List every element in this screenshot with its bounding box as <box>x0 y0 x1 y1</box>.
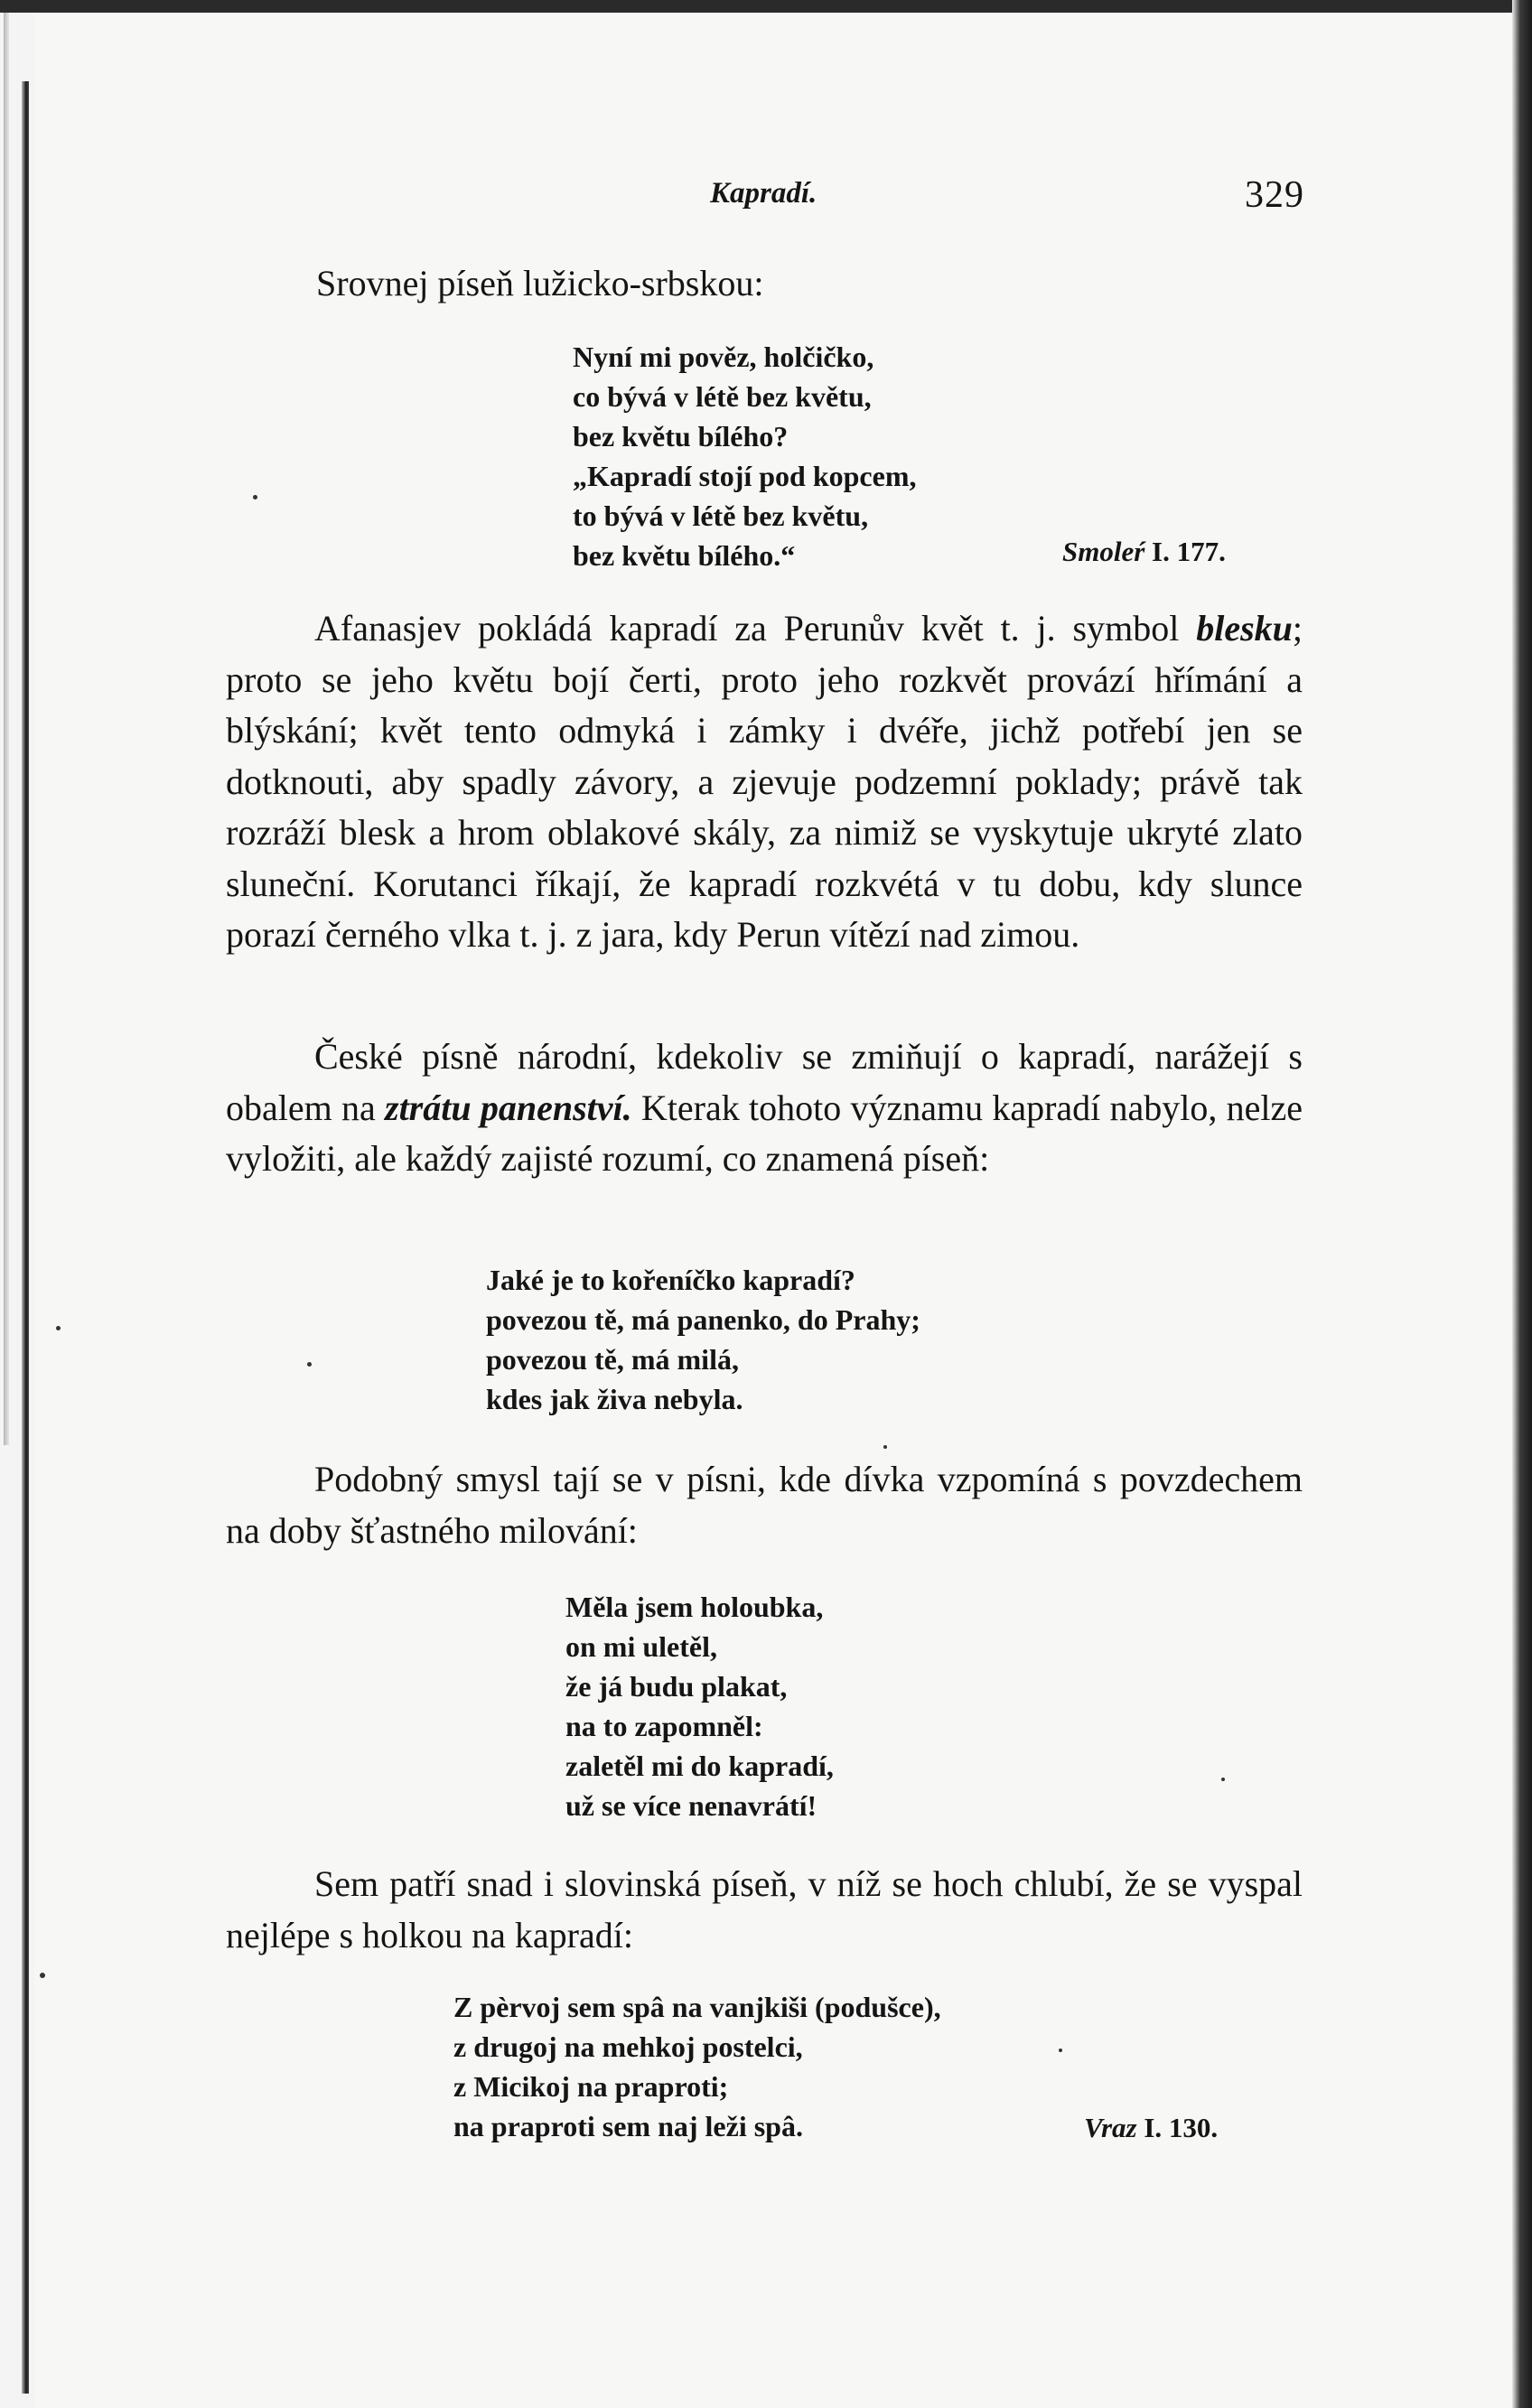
scan-speck <box>883 1445 887 1449</box>
scan-speck <box>56 1326 61 1330</box>
verse-line: on mi uletěl, <box>565 1630 717 1663</box>
citation-ref: I. 177. <box>1152 536 1226 567</box>
verse-line: povezou tě, má panenko, do Prahy; <box>486 1303 920 1336</box>
paragraph-text: Podobný smysl tají se v písni, kde dívka vzpomíná s povzdechem na doby šťastného milování: <box>226 1459 1303 1551</box>
scan-right-border <box>1512 0 1532 2408</box>
book-spine-edge <box>22 81 29 2394</box>
scan-edge-shadow <box>4 0 9 1445</box>
verse-lusatian <box>573 337 916 575</box>
verse-line: z Micikoj na praproti; <box>453 2070 729 2103</box>
verse-line: kdes jak živa nebyla. <box>486 1383 743 1415</box>
citation-source: Vraz <box>1084 2112 1137 2143</box>
verse-line: „Kapradí stojí pod kopcem, <box>573 460 917 492</box>
paragraph-text: České písně národní, kdekoliv se zmiňují o kapradí, narážejí s obalem na <box>226 1036 1303 1128</box>
emphasis-ztratu: ztrátu panenství. <box>385 1087 632 1128</box>
scan-speck <box>253 495 257 499</box>
paragraph-text: Sem patří snad i slovinská píseň, v níž se hoch chlubí, že se vyspal nejlépe s holkou na kapradí: <box>226 1863 1303 1955</box>
running-head: Kapradí. <box>710 177 817 210</box>
verse-line: Z pèrvoj sem spâ na vanjkiši (podušce), <box>453 1991 941 2023</box>
intro-lead: Srovnej píseň lužicko-srbskou: <box>316 263 764 303</box>
verse-line: povezou tě, má milá, <box>486 1343 739 1376</box>
citation-ref: I. 130. <box>1144 2112 1219 2143</box>
verse-line: Měla jsem holoubka, <box>565 1591 824 1623</box>
paragraph-text: Afanasjev pokládá kapradí za Perunův květ t. j. symbol <box>314 608 1180 649</box>
verse-dove <box>565 1587 834 1825</box>
page-number: 329 <box>1245 174 1304 216</box>
verse-line: Jaké je to kořeníčko kapradí? <box>486 1264 855 1296</box>
verse-line: bez květu bílého? <box>573 420 789 453</box>
verse-line: na to zapomněl: <box>565 1710 763 1742</box>
citation-smoler <box>1062 536 1226 568</box>
verse-line: Nyní mi pověz, holčičko, <box>573 341 874 373</box>
verse-slovene <box>453 1987 941 2146</box>
verse-czech <box>486 1260 920 1419</box>
verse-line: že já budu plakat, <box>565 1670 788 1703</box>
scan-speck <box>40 1973 45 1978</box>
verse-line: zaletěl mi do kapradí, <box>565 1750 834 1782</box>
paragraph-text: ; proto se jeho květu bojí čerti, proto jeho rozkvět provází hřímání a blýskání; květ tento odmyká i zámky i dvéře, jichž potřebí jen se dotknouti, aby spadly závory, a zjevuje podzemní poklady; právě tak rozráží blesk a hrom oblakové skály, za nimiž se vyskytuje ukryté zlato sluneční. Korutanci říkají, že kapradí rozkvétá v tu dobu, kdy slunce porazí černého vlka t. j. z jara, kdy Perun vítězí nad zimou. <box>226 608 1303 955</box>
verse-line: bez květu bílého.“ <box>573 539 796 572</box>
paragraph-slovene <box>226 1859 1303 1961</box>
paragraph-czech-songs <box>226 1031 1303 1185</box>
scan-speck <box>1221 1778 1225 1781</box>
paragraph-text: Kterak tohoto významu kapradí nabylo, nelze vyložiti, ale každý zajisté rozumí, co znamená píseň: <box>226 1087 1303 1179</box>
citation-vraz <box>1084 2112 1218 2144</box>
paragraph-afanasjev <box>226 603 1303 961</box>
verse-line: co bývá v létě bez květu, <box>573 380 872 413</box>
paragraph-similar-song <box>226 1454 1303 1556</box>
verse-line: to bývá v létě bez květu, <box>573 499 869 532</box>
citation-source: Smoleŕ <box>1062 536 1145 567</box>
verse-line: z drugoj na mehkoj postelci, <box>453 2030 803 2063</box>
scan-speck <box>1059 2049 1062 2052</box>
emphasis-blesku: blesku <box>1196 608 1293 649</box>
verse-line: na praproti sem naj leži spâ. <box>453 2110 803 2142</box>
scan-top-border <box>0 0 1532 13</box>
verse-line: už se více nenavrátí! <box>565 1789 817 1822</box>
scan-speck <box>307 1362 312 1367</box>
